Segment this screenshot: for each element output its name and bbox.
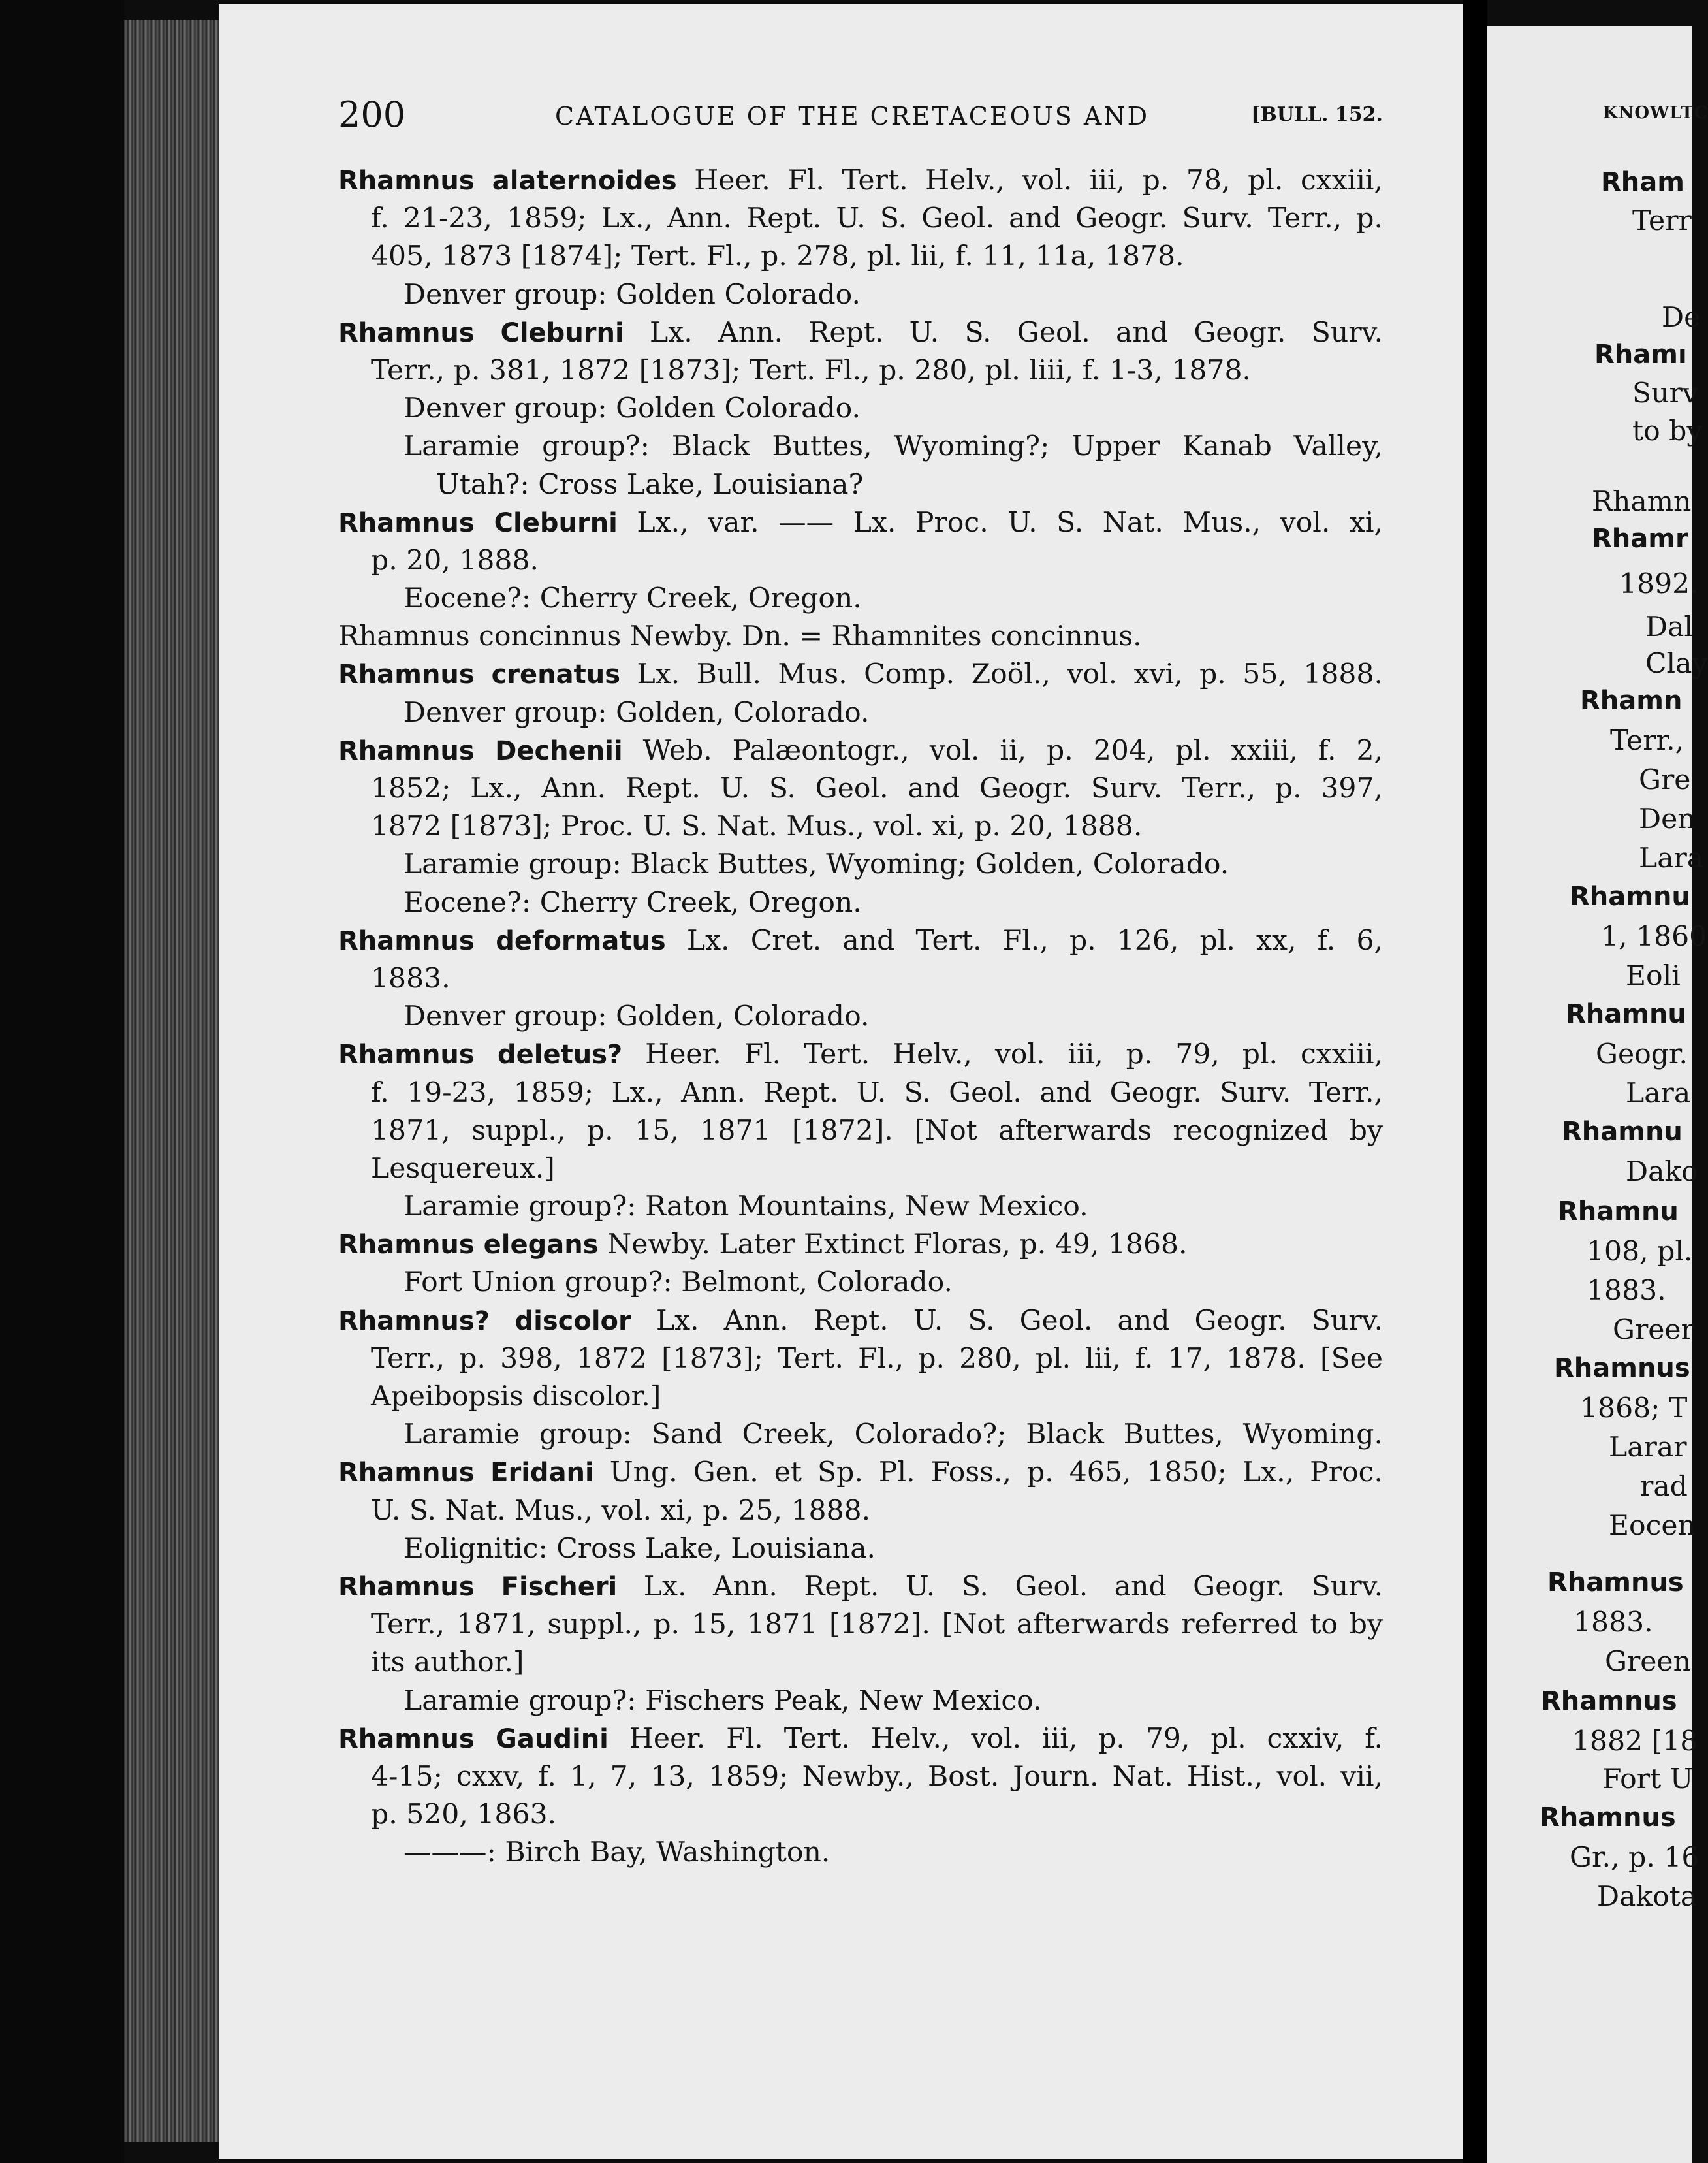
entry-text: 405, 1873 [1874]; Tert. Fl., p. 278, pl. lii, f. 11, 11a, 1878. bbox=[371, 240, 1184, 273]
next-page-fragment: rad bbox=[1640, 1471, 1688, 1503]
entry-text: Denver group: Golden Colorado. bbox=[403, 393, 861, 425]
species-name: alaternoides bbox=[492, 166, 677, 196]
book-gutter bbox=[1463, 0, 1487, 2163]
next-page-fragment: Rhamnus bbox=[1540, 1802, 1676, 1833]
entry-heading-line bbox=[338, 1454, 1383, 1492]
next-page-fragment: Rhamnu bbox=[1570, 882, 1690, 912]
entry-heading-line bbox=[338, 1302, 1383, 1340]
next-page-fragment: De bbox=[1662, 302, 1701, 334]
entry-text: 1872 [1873]; Proc. U. S. Nat. Mus., vol. xi, p. 20, 1888. bbox=[371, 810, 1143, 843]
book-binding bbox=[0, 0, 124, 2163]
next-page-fragment: Fort U bbox=[1602, 1763, 1694, 1795]
entry-text: f. 21-23, 1859; Lx., Ann. Rept. U. S. Geol. and Geogr. Surv. Terr., p. bbox=[371, 202, 1383, 235]
genus-name: Rhamnus? bbox=[338, 1306, 490, 1336]
entry-line bbox=[338, 1150, 1383, 1188]
entry-text: Laramie group: Black Buttes, Wyoming; Golden, Colorado. bbox=[403, 848, 1229, 881]
species-name: Cleburni bbox=[500, 317, 624, 348]
genus-name: Rhamnus bbox=[338, 317, 475, 348]
next-page-fragment: Lara bbox=[1626, 1078, 1691, 1110]
entry-line bbox=[338, 1758, 1383, 1796]
entry-line bbox=[338, 1530, 1383, 1568]
entry-text: Terr., p. 398, 1872 [1873]; Tert. Fl., p. 280, pl. lii, f. 17, 1878. [See bbox=[371, 1342, 1383, 1375]
entry-line bbox=[338, 466, 1383, 504]
entry-text: Eocene?: Cherry Creek, Oregon. bbox=[403, 583, 862, 615]
entry-line bbox=[338, 998, 1383, 1036]
entry-line bbox=[338, 1378, 1383, 1416]
next-page-fragment: Dakota bbox=[1597, 1881, 1698, 1913]
entry-line bbox=[338, 238, 1383, 276]
taxon-name bbox=[338, 166, 677, 196]
entry-text: Heer. Fl. Tert. Helv., vol. iii, p. 79, pl. cxxiii, bbox=[622, 1038, 1383, 1071]
taxon-name bbox=[338, 736, 623, 766]
next-page-fragment: Surv bbox=[1632, 377, 1698, 409]
next-page-fragment: Green bbox=[1605, 1646, 1691, 1678]
entry-text: Terr., 1871, suppl., p. 15, 1871 [1872]. [Not afterwards referred to by bbox=[371, 1609, 1383, 1641]
entry-heading-line bbox=[338, 1568, 1383, 1606]
next-page-fragment: Clay bbox=[1645, 648, 1708, 680]
entry-heading-line bbox=[338, 314, 1383, 352]
entry-line bbox=[338, 1834, 1383, 1872]
entry-text: U. S. Nat. Mus., vol. xi, p. 25, 1888. bbox=[371, 1494, 871, 1527]
next-page-fragment: Rhamr bbox=[1592, 524, 1688, 554]
entry-heading-line bbox=[338, 656, 1383, 694]
next-page-fragment: Rhamnus bbox=[1541, 1686, 1677, 1716]
entry-line bbox=[338, 1112, 1383, 1150]
entry-heading-line bbox=[338, 1036, 1383, 1074]
entry-text: Eocene?: Cherry Creek, Oregon. bbox=[403, 886, 862, 919]
entry-text: Laramie group?: Fischers Peak, New Mexico. bbox=[403, 1684, 1042, 1717]
entry-text: Laramie group?: Raton Mountains, New Mexico. bbox=[403, 1191, 1088, 1223]
next-page-fragment: Rhamnu bbox=[1562, 1117, 1683, 1147]
running-title: CATALOGUE OF THE CRETACEOUS AND bbox=[555, 102, 1150, 131]
next-page-fragment: Rhamnus bbox=[1554, 1353, 1690, 1383]
entry-heading-line bbox=[338, 1226, 1383, 1264]
next-page-fragment: Rhamı bbox=[1594, 340, 1687, 370]
next-page-header: KNOWLTC bbox=[1603, 103, 1708, 123]
entry-text: Fort Union group?: Belmont, Colorado. bbox=[403, 1266, 953, 1299]
genus-name: Rhamnus bbox=[338, 735, 475, 766]
entry-text: Denver group: Golden, Colorado. bbox=[403, 1001, 870, 1033]
next-page-fragment: Eoli bbox=[1626, 960, 1681, 992]
taxon-name bbox=[338, 1572, 617, 1602]
entry-text: Denver group: Golden, Colorado. bbox=[403, 696, 870, 729]
entry-text: 1883. bbox=[371, 962, 451, 995]
entry-line bbox=[338, 808, 1383, 846]
next-page-fragment: to by bbox=[1632, 415, 1703, 447]
entry-line bbox=[338, 1644, 1383, 1682]
series-label: [BULL. 152. bbox=[1251, 103, 1383, 126]
entry-heading-line bbox=[338, 732, 1383, 770]
next-page-fragment: Rhamnus bbox=[1547, 1567, 1684, 1597]
genus-name: Rhamnus bbox=[338, 1571, 475, 1602]
entry-line bbox=[338, 770, 1383, 808]
entry-line bbox=[338, 1682, 1383, 1720]
next-page-fragment: Rhamn bbox=[1580, 686, 1683, 716]
genus-name: Rhamnus bbox=[338, 1458, 475, 1488]
running-head bbox=[338, 94, 1383, 137]
entry-text: Apeibopsis discolor.] bbox=[371, 1381, 661, 1413]
entry-line bbox=[338, 1796, 1383, 1834]
species-name: Gaudini bbox=[496, 1723, 609, 1754]
taxon-name bbox=[338, 660, 620, 690]
next-page-fragment: Dal bbox=[1645, 611, 1694, 643]
page-number: 200 bbox=[338, 94, 406, 135]
entry-text: Rhamnus concinnus Newby. Dn. = Rhamnites concinnus. bbox=[338, 620, 1142, 653]
taxon-name bbox=[338, 318, 624, 348]
taxon-name bbox=[338, 1458, 594, 1488]
species-name: crenatus bbox=[491, 660, 621, 690]
entry-line bbox=[338, 542, 1383, 580]
entry-text: Lx. Ann. Rept. U. S. Geol. and Geogr. Surv. bbox=[617, 1570, 1384, 1603]
next-page-fragment: 1, 1860 bbox=[1601, 921, 1707, 953]
entry-text: its author.] bbox=[371, 1646, 524, 1679]
entry-line bbox=[338, 580, 1383, 618]
next-page-fragment: Terr bbox=[1632, 205, 1692, 237]
entry-line bbox=[338, 390, 1383, 428]
next-page-fragment: Rhamn bbox=[1592, 486, 1692, 518]
entry-heading-line bbox=[338, 922, 1383, 960]
entry-text: Lx. Bull. Mus. Comp. Zoöl., vol. xvi, p. 55, 1888. bbox=[620, 658, 1383, 691]
species-name: deletus? bbox=[498, 1040, 623, 1070]
entry-line bbox=[338, 694, 1383, 732]
entry-text: f. 19-23, 1859; Lx., Ann. Rept. U. S. Geol. and Geogr. Surv. Terr., bbox=[371, 1076, 1383, 1109]
entry-line bbox=[338, 1340, 1383, 1378]
entry-line bbox=[338, 618, 1383, 656]
genus-name: Rhamnus bbox=[338, 166, 475, 196]
taxon-name bbox=[338, 508, 618, 538]
entry-line bbox=[338, 960, 1383, 998]
next-page-fragment: 108, pl. bbox=[1587, 1236, 1693, 1268]
next-page-fragment: Rhamnu bbox=[1558, 1196, 1679, 1226]
entry-line bbox=[338, 352, 1383, 390]
entry-line bbox=[338, 428, 1383, 466]
species-name: Fischeri bbox=[501, 1571, 618, 1602]
genus-name: Rhamnus bbox=[338, 1230, 475, 1260]
catalogue-entries bbox=[338, 162, 1383, 1872]
entry-line bbox=[338, 200, 1383, 238]
taxon-name bbox=[338, 1230, 599, 1260]
page-edges bbox=[124, 20, 222, 2142]
genus-name: Rhamnus bbox=[338, 1723, 475, 1754]
entry-text: Laramie group?: Black Buttes, Wyoming?; Upper Kanab Valley, bbox=[403, 430, 1383, 463]
genus-name: Rhamnus bbox=[338, 507, 475, 538]
next-page-fragment: Lara bbox=[1639, 842, 1704, 874]
entry-text: Eolignitic: Cross Lake, Louisiana. bbox=[403, 1532, 876, 1565]
entry-line bbox=[338, 1606, 1383, 1644]
next-page-fragment: 1882 [18 bbox=[1572, 1725, 1698, 1757]
entry-text: ———: Birch Bay, Washington. bbox=[403, 1836, 830, 1869]
next-page-fragment: Gr., p. 16 bbox=[1570, 1842, 1700, 1874]
entry-line bbox=[338, 1264, 1383, 1302]
entry-line bbox=[338, 1074, 1383, 1112]
entry-heading-line bbox=[338, 504, 1383, 542]
entry-text: Lx., var. —— Lx. Proc. U. S. Nat. Mus., vol. xi, bbox=[617, 506, 1383, 539]
species-name: Cleburni bbox=[494, 507, 618, 538]
taxon-name bbox=[338, 1040, 622, 1070]
next-page-fragment: 1868; T bbox=[1580, 1392, 1688, 1424]
taxon-name bbox=[338, 1306, 631, 1336]
entry-text: Lx. Ann. Rept. U. S. Geol. and Geogr. Surv. bbox=[624, 316, 1383, 349]
next-page-fragment: Greer bbox=[1613, 1314, 1694, 1346]
entry-text: Newby. Later Extinct Floras, p. 49, 1868. bbox=[598, 1228, 1188, 1261]
entry-text: Denver group: Golden Colorado. bbox=[403, 278, 861, 311]
genus-name: Rhamnus bbox=[338, 660, 475, 690]
entry-text: Web. Palæontogr., vol. ii, p. 204, pl. xxiii, f. 2, bbox=[622, 734, 1383, 767]
next-page-fragment: Rhamnu bbox=[1566, 999, 1686, 1029]
next-page-fragment: 1883. bbox=[1587, 1275, 1666, 1307]
next-page-fragment: 1883. bbox=[1574, 1607, 1653, 1639]
entry-text: Laramie group: Sand Creek, Colorado?; Black Buttes, Wyoming. bbox=[403, 1418, 1383, 1451]
entry-line bbox=[338, 846, 1383, 884]
entry-text: Heer. Fl. Tert. Helv., vol. iii, p. 78, pl. cxxiii, bbox=[676, 165, 1383, 197]
taxon-name bbox=[338, 926, 666, 956]
entry-text: Lx. Ann. Rept. U. S. Geol. and Geogr. Surv. bbox=[631, 1304, 1383, 1337]
next-page-fragment: Terr., bbox=[1610, 725, 1684, 757]
species-name: discolor bbox=[514, 1306, 631, 1336]
entry-text: p. 520, 1863. bbox=[371, 1799, 557, 1831]
next-page-fragment: Rham bbox=[1601, 167, 1684, 197]
entry-line bbox=[338, 276, 1383, 314]
entry-text: Lesquereux.] bbox=[371, 1152, 555, 1185]
next-page-fragment: Den bbox=[1639, 803, 1696, 835]
entry-text: Terr., p. 381, 1872 [1873]; Tert. Fl., p. 280, pl. liii, f. 1-3, 1878. bbox=[371, 354, 1252, 387]
entry-text: 1852; Lx., Ann. Rept. U. S. Geol. and Geogr. Surv. Terr., p. 397, bbox=[371, 773, 1383, 805]
next-page-fragment: Dako bbox=[1626, 1156, 1698, 1188]
next-page-fragment: 1892. bbox=[1619, 568, 1699, 600]
next-page-fragment: Eocen bbox=[1609, 1510, 1696, 1542]
entry-text: Heer. Fl. Tert. Helv., vol. iii, p. 79, pl. cxxiv, f. bbox=[608, 1722, 1383, 1755]
entry-line bbox=[338, 1188, 1383, 1226]
entry-heading-line bbox=[338, 162, 1383, 200]
entry-line bbox=[338, 884, 1383, 922]
entry-text: Utah?: Cross Lake, Louisiana? bbox=[436, 468, 864, 501]
species-name: Dechenii bbox=[495, 735, 623, 766]
species-name: Eridani bbox=[490, 1458, 594, 1488]
entry-text: p. 20, 1888. bbox=[371, 544, 539, 577]
entry-text: Ung. Gen. et Sp. Pl. Foss., p. 465, 1850; Lx., Proc. bbox=[593, 1456, 1383, 1489]
entry-text: 1871, suppl., p. 15, 1871 [1872]. [Not afterwards recognized by bbox=[371, 1114, 1383, 1147]
species-name: deformatus bbox=[496, 925, 666, 956]
genus-name: Rhamnus bbox=[338, 1040, 475, 1070]
entry-line bbox=[338, 1416, 1383, 1454]
next-page-fragment: Larar bbox=[1609, 1432, 1687, 1464]
entry-heading-line bbox=[338, 1720, 1383, 1758]
next-page-fragment: Geogr. bbox=[1596, 1038, 1688, 1070]
next-page-fragment: Gre bbox=[1639, 764, 1691, 796]
genus-name: Rhamnus bbox=[338, 925, 475, 956]
entry-line bbox=[338, 1492, 1383, 1530]
entry-text: 4-15; cxxv, f. 1, 7, 13, 1859; Newby., Bost. Journ. Nat. Hist., vol. vii, bbox=[371, 1760, 1383, 1793]
taxon-name bbox=[338, 1724, 609, 1754]
species-name: elegans bbox=[483, 1230, 599, 1260]
entry-text: Lx. Cret. and Tert. Fl., p. 126, pl. xx, f. 6, bbox=[665, 924, 1383, 957]
